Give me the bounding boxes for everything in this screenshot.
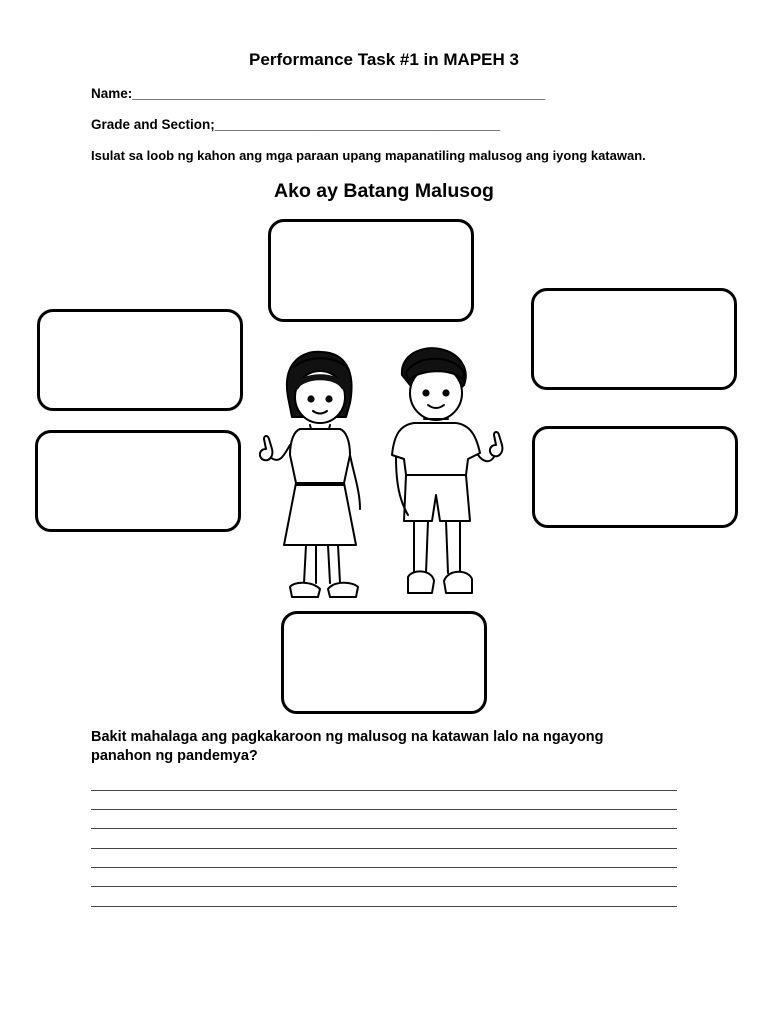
answer-box-top[interactable]: [268, 219, 474, 322]
instruction-text: Isulat sa loob ng kahon ang mga paraan upang mapanatiling malusog ang iyong katawan.: [91, 148, 646, 163]
answer-line[interactable]: [91, 867, 677, 868]
answer-line[interactable]: [91, 848, 677, 849]
answer-line[interactable]: [91, 790, 677, 791]
answer-line[interactable]: [91, 886, 677, 887]
section-title: Ako ay Batang Malusog: [274, 180, 494, 202]
worksheet-title: Performance Task #1 in MAPEH 3: [249, 50, 519, 69]
name-field[interactable]: Name:_______________________________________________________: [91, 86, 546, 101]
answer-box-bottom[interactable]: [281, 611, 487, 714]
grade-section-field[interactable]: Grade and Section;______________________________________: [91, 117, 501, 132]
answer-line[interactable]: [91, 828, 677, 829]
answer-box-right-upper[interactable]: [531, 288, 737, 390]
answer-box-left-upper[interactable]: [37, 309, 243, 411]
answer-line[interactable]: [91, 906, 677, 907]
answer-box-right-lower[interactable]: [532, 426, 738, 528]
answer-box-left-lower[interactable]: [35, 430, 241, 532]
answer-line[interactable]: [91, 809, 677, 810]
essay-question: Bakit mahalaga ang pagkakaroon ng malusog na katawan lalo na ngayong panahon ng pandemya?: [91, 729, 604, 764]
children-illustration: [250, 345, 520, 605]
